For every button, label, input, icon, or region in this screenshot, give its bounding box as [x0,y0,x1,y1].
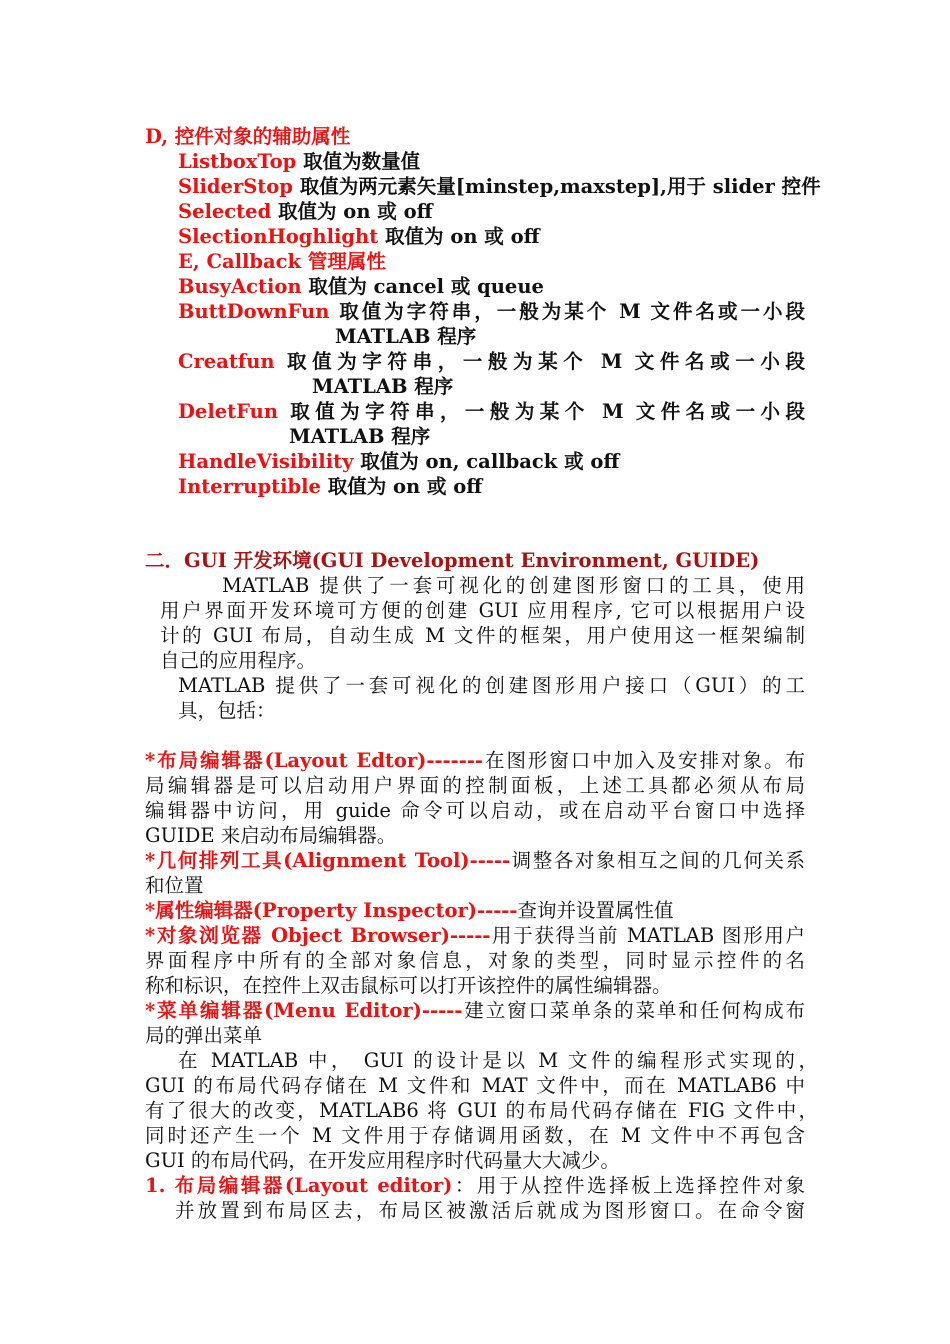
tool-desc: 用于获得当前 MATLAB 图形用户 [490,924,806,947]
tool-desc-line: 编辑器中访问，用 guide 命令可以启动，或在启动平台窗口中选择 [145,799,805,822]
prop-desc: 取值为 on, callback 或 off [353,450,620,473]
prop-desc: 取值为 on 或 off [320,475,483,498]
prop-deletfun [178,399,805,424]
prop-listboxtop [178,149,420,174]
tool-alignment-tool [145,848,805,873]
prop-desc: 取值为字符串，一般为某个 M 文件名或一小段 [329,300,805,323]
prop-deletfun-cont: MATLAB 程序 [289,425,431,448]
prop-desc: 取值为 cancel 或 queue [301,275,544,298]
prop-desc: 取值为两元素矢量[minstep,maxstep],用于 slider 控件 [292,175,821,198]
para3-line: 同时还产生一个 M 文件用于存储调用函数，在 M 文件中不再包含 [145,1124,805,1147]
prop-name: HandleVisibility [178,450,354,473]
item-desc: ：用于从控件选择板上选择控件对象 [452,1174,805,1197]
tool-name: *布局编辑器(Layout Edtor)------- [145,749,484,772]
para3-line: 在 MATLAB 中， GUI 的设计是以 M 文件的编程形式实现的， [178,1049,818,1072]
prop-desc: 取值为 on 或 off [271,200,433,223]
prop-name: SlectionHoghlight [178,225,379,248]
section-2-heading: 二．GUI 开发环境(GUI Development Environment, GUIDE) [145,549,760,572]
tool-name: *几何排列工具(Alignment Tool)----- [145,849,511,872]
prop-desc: 取值为数量值 [296,150,421,173]
tool-desc: 调整各对象相互之间的几何关系 [510,849,805,872]
prop-name: BusyAction [178,275,302,298]
para2-line: MATLAB 提供了一套可视化的创建图形用户接口（GUI）的工 [178,674,805,697]
prop-buttdownfun-cont: MATLAB 程序 [335,325,477,348]
prop-handlevisibility [178,449,619,474]
tool-desc: 在图形窗口中加入及安排对象。布 [483,749,805,772]
prop-name: ListboxTop [178,150,297,173]
item-1-layout-editor [145,1173,805,1198]
prop-creatfun [178,349,805,374]
tool-desc: 建立窗口菜单条的菜单和任何构成布 [462,999,805,1022]
para1-line: 用户界面开发环境可方便的创建 GUI 应用程序, 它可以根据用户设 [160,599,805,622]
item-desc-line: 并放置到布局区去，布局区被激活后就成为图形窗口。在命令窗 [175,1199,805,1222]
tool-desc-line: 称和标识，在控件上双击鼠标可以打开该控件的属性编辑器。 [145,974,672,997]
prop-name: DeletFun [178,400,278,423]
tool-layout-editor [145,748,805,773]
tool-name: *属性编辑器(Property Inspector)----- [145,899,518,922]
prop-busyaction [178,274,544,299]
para1-line: 自己的应用程序。 [160,649,317,672]
item-name: 1. 布局编辑器(Layout editor) [145,1174,453,1197]
prop-sliderstop [178,174,821,199]
prop-desc: 取值为 on 或 off [378,225,540,248]
para1-line: 计的 GUI 布局，自动生成 M 文件的框架，用户使用这一框架编制 [160,624,805,647]
section-e-heading: E, Callback 管理属性 [178,250,386,273]
para1-line: MATLAB 提供了一套可视化的创建图形窗口的工具，使用 [222,574,805,597]
prop-creatfun-cont: MATLAB 程序 [312,375,454,398]
tool-desc-line: 界面程序中所有的全部对象信息，对象的类型，同时显示控件的名 [145,949,805,972]
tool-desc-line: GUIDE 来启动布局编辑器。 [145,824,397,847]
prop-name: Selected [178,200,272,223]
tool-desc-line: 和位置 [145,874,204,897]
tool-name: *对象浏览器 Object Browser)----- [145,924,491,947]
tool-desc-line: 局的弹出菜单 [145,1024,263,1047]
prop-name: Interruptible [178,475,321,498]
tool-name: *菜单编辑器(Menu Editor)----- [145,999,463,1022]
para3-line: GUI 的布局代码，在开发应用程序时代码量大大减少。 [145,1149,620,1172]
prop-desc: 取值为字符串，一般为某个 M 文件名或一小段 [274,350,805,373]
tool-property-inspector [145,898,674,923]
tool-object-browser [145,923,805,948]
tool-desc: 查询并设置属性值 [517,899,674,922]
prop-name: SliderStop [178,175,293,198]
para3-line: GUI 的布局代码存储在 M 文件和 MAT 文件中，而在 MATLAB6 中 [145,1074,805,1097]
para3-line: 有了很大的改变，MATLAB6 将 GUI 的布局代码存储在 FIG 文件中， [145,1099,818,1122]
prop-selected [178,199,433,224]
prop-desc: 取值为字符串，一般为某个 M 文件名或一小段 [278,400,805,423]
prop-name: Creatfun [178,350,275,373]
prop-name: ButtDownFun [178,300,330,323]
prop-interruptible [178,474,482,499]
tool-desc-line: 局编辑器是可以启动用户界面的控制面板，上述工具都必须从布局 [145,774,805,797]
para2-line: 具，包括： [178,699,276,722]
tool-menu-editor [145,998,805,1023]
section-d-heading: D, 控件对象的辅助属性 [145,125,351,148]
prop-slectionhoghlight [178,224,540,249]
prop-buttdownfun [178,299,805,324]
